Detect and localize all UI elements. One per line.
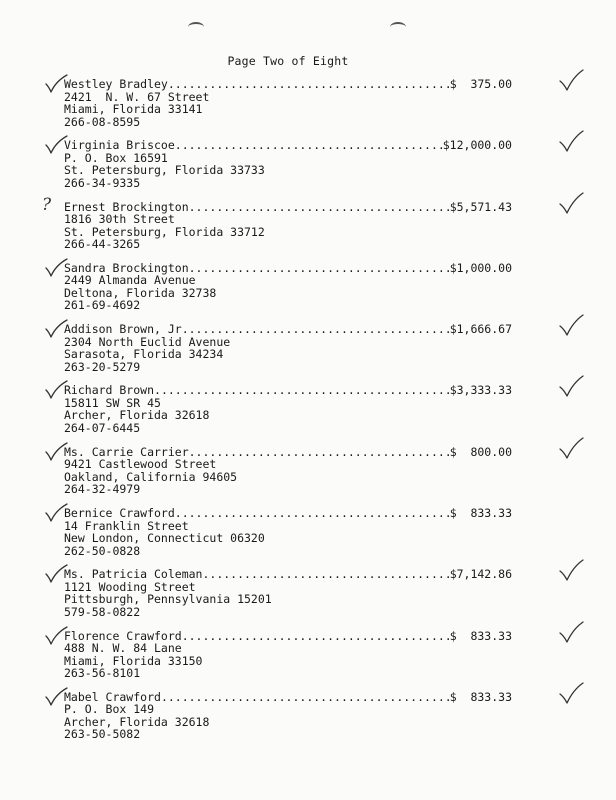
- entry-name: Ernest Brockington: [64, 199, 189, 214]
- dot-leader: [154, 384, 450, 397]
- list-item: [0, 384, 616, 445]
- entry-amount: $12,000.00: [442, 138, 512, 153]
- list-item: [0, 446, 616, 507]
- entry-city: Miami, Florida 33150: [64, 653, 203, 668]
- entry-name: Ms. Patricia Coleman: [64, 567, 203, 582]
- dot-leader: [175, 139, 443, 152]
- entry-name: Addison Brown, Jr.: [64, 322, 189, 337]
- entry-city: Archer, Florida 32618: [64, 714, 210, 729]
- entry-address: 2304 North Euclid Avenue: [64, 334, 231, 349]
- list-item: [0, 323, 616, 384]
- entry-amount: $ 375.00: [449, 77, 512, 91]
- entry-id: 266-08-8595: [64, 114, 141, 129]
- dot-leader: [161, 691, 450, 704]
- entry-city: Sarasota, Florida 34234: [64, 347, 224, 362]
- entry-address: 1121 Wooding Street: [64, 579, 196, 594]
- list-item: [0, 262, 616, 323]
- entry-address: 14 Franklin Street: [64, 518, 189, 533]
- entry-name-line: [64, 507, 512, 520]
- entry-address: 488 N. W. 84 Lane: [64, 641, 182, 656]
- dot-leader: [189, 323, 450, 336]
- entry-id: 263-56-8101: [64, 666, 141, 681]
- entry-city: Archer, Florida 32618: [64, 408, 210, 423]
- entry-city: St. Petersburg, Florida 33733: [64, 163, 265, 178]
- entry-name: Virginia Briscoe: [64, 138, 175, 153]
- dot-leader: [189, 201, 450, 214]
- entry-name-line: [64, 323, 512, 336]
- entry-id: 266-34-9335: [64, 175, 141, 190]
- entry-city: St. Petersburg, Florida 33712: [64, 224, 265, 239]
- entry-id: 266-44-3265: [64, 237, 141, 252]
- dot-leader: [189, 446, 450, 459]
- entry-address: P. O. Box 16591: [64, 150, 168, 165]
- entry-id: 263-50-5082: [64, 727, 141, 742]
- entry-amount: $7,142.86: [449, 567, 512, 582]
- entry-amount: $ 800.00: [449, 444, 512, 459]
- entry-city: Miami, Florida 33141: [64, 102, 203, 116]
- entry-address: 15811 SW SR 45: [64, 395, 161, 410]
- dot-leader: [189, 262, 450, 275]
- dot-leader: [175, 507, 450, 520]
- entry-name: Westley Bradley: [64, 77, 168, 91]
- entry-name: Bernice Crawford: [64, 506, 175, 521]
- entry-id: 579-58-0822: [64, 604, 141, 619]
- entry-address: 2421 N. W. 67 Street: [64, 89, 210, 104]
- entry-name: Florence Crawford: [64, 628, 182, 643]
- list-item: [0, 507, 616, 568]
- entry-name: Ms. Carrie Carrier: [64, 444, 189, 459]
- entry-name-line: [64, 568, 512, 581]
- entry-id: 264-32-4979: [64, 482, 141, 497]
- list-item: [0, 691, 616, 752]
- dot-leader: [202, 568, 449, 581]
- punch-hole-left: [188, 22, 204, 32]
- entry-city: Deltona, Florida 32738: [64, 285, 217, 300]
- list-item: [0, 630, 616, 691]
- list-item: [0, 194, 616, 262]
- entry-amount: $ 833.33: [449, 689, 512, 704]
- entry-city: New London, Connecticut 06320: [64, 531, 265, 546]
- entry-amount: $ 833.33: [449, 628, 512, 643]
- entry-id: 264-07-6445: [64, 420, 141, 435]
- entry-name-line: [64, 78, 512, 91]
- entry-amount: $5,571.43: [449, 199, 512, 214]
- dot-leader: [168, 78, 450, 91]
- entry-amount: $1,000.00: [449, 260, 512, 275]
- entry-city: Pittsburgh, Pennsylvania 15201: [64, 592, 272, 607]
- entry-id: 261-69-4692: [64, 298, 141, 313]
- list-item: [0, 78, 616, 139]
- entry-amount: $1,666.67: [449, 322, 512, 337]
- entry-address: P. O. Box 149: [64, 702, 155, 717]
- list-item: [0, 139, 616, 200]
- entry-name: Mabel Crawford: [64, 689, 161, 704]
- entry-name: Sandra Brockington: [64, 260, 189, 275]
- entry-address: 9421 Castlewood Street: [64, 457, 217, 472]
- entry-id: 263-20-5279: [64, 359, 141, 374]
- entry-address: 2449 Almanda Avenue: [64, 273, 196, 288]
- dot-leader: [182, 630, 450, 643]
- entry-name: Richard Brown: [64, 383, 155, 398]
- page-title: Page Two of Eight: [227, 54, 349, 68]
- punch-hole-right: [390, 22, 406, 32]
- entry-list: [0, 78, 616, 752]
- handwritten-question-icon: ?: [42, 194, 52, 215]
- entry-address: 1816 30th Street: [64, 212, 175, 227]
- entry-amount: $ 833.33: [449, 506, 512, 521]
- list-item: [0, 568, 616, 629]
- entry-amount: $3,333.33: [449, 383, 512, 398]
- entry-id: 262-50-0828: [64, 543, 141, 558]
- entry-name-line: [64, 139, 512, 152]
- entry-city: Oakland, California 94605: [64, 469, 238, 484]
